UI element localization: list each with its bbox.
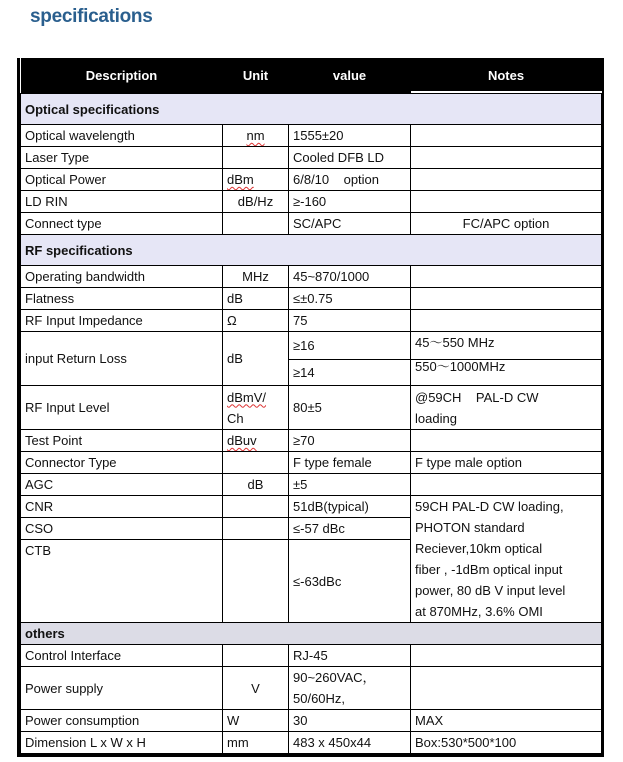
notes-cell: MAX xyxy=(411,710,602,732)
unit-text: Ch xyxy=(227,410,244,426)
unit-cell xyxy=(223,496,289,518)
desc-cell: CSO xyxy=(21,518,223,540)
value-cell: 483 x 450x44 xyxy=(289,732,411,754)
desc-cell: Laser Type xyxy=(21,147,223,169)
notes-cell: 45～550 MHz xyxy=(411,332,602,360)
notes-line: 59CH PAL-D CW loading, xyxy=(415,499,564,514)
table-row xyxy=(21,496,602,518)
value-cell: 1555±20 xyxy=(289,125,411,147)
notes-cell xyxy=(411,474,602,496)
notes-cell: Box:530*500*100 xyxy=(411,732,602,754)
section-rf xyxy=(21,235,602,266)
unit-cell: dB xyxy=(223,474,289,496)
desc-cell: Connector Type xyxy=(21,452,223,474)
desc-cell: Optical Power xyxy=(21,169,223,191)
unit-cell: V xyxy=(223,667,289,710)
value-cell: 6/8/10 option xyxy=(289,169,411,191)
section-optical xyxy=(21,94,602,125)
unit-text: dBm xyxy=(227,172,254,187)
value-cell: 45~870/1000 xyxy=(289,266,411,288)
unit-cell: dB xyxy=(223,288,289,310)
value-cell: 80±5 xyxy=(289,386,411,430)
notes-cell xyxy=(411,310,602,332)
value-cell: ≥-160 xyxy=(289,191,411,213)
table-row xyxy=(21,266,602,288)
notes-cell xyxy=(411,125,602,147)
desc-cell: Power supply xyxy=(21,667,223,710)
value-cell: 75 xyxy=(289,310,411,332)
value-cell xyxy=(289,667,411,710)
desc-cell: RF Input Impedance xyxy=(21,310,223,332)
table-row xyxy=(21,147,602,169)
unit-cell xyxy=(223,518,289,540)
desc-cell: Operating bandwidth xyxy=(21,266,223,288)
notes-cell xyxy=(411,191,602,213)
table-row xyxy=(21,452,602,474)
unit-cell xyxy=(223,147,289,169)
table-row xyxy=(21,191,602,213)
value-cell: ≥14 xyxy=(289,360,411,386)
table-row xyxy=(21,710,602,732)
unit-cell xyxy=(223,430,289,452)
notes-cell: F type male option xyxy=(411,452,602,474)
desc-cell: Flatness xyxy=(21,288,223,310)
desc-cell: AGC xyxy=(21,474,223,496)
notes-line: loading xyxy=(415,410,457,426)
value-cell: Cooled DFB LD xyxy=(289,147,411,169)
unit-cell xyxy=(223,452,289,474)
header-description: Description xyxy=(21,58,223,94)
page-title: specifications xyxy=(30,6,153,27)
desc-cell: Test Point xyxy=(21,430,223,452)
unit-cell: dB/Hz xyxy=(223,191,289,213)
notes-cell xyxy=(411,288,602,310)
unit-cell xyxy=(223,169,289,191)
distortion-notes-cell xyxy=(411,496,602,623)
header-value: value xyxy=(289,58,411,94)
notes-cell xyxy=(411,147,602,169)
notes-line: PHOTON standard xyxy=(415,520,525,535)
specifications-table xyxy=(17,58,604,757)
unit-cell xyxy=(223,540,289,623)
unit-cell: Ω xyxy=(223,310,289,332)
desc-cell: input Return Loss xyxy=(21,332,223,386)
header-notes: Notes xyxy=(411,58,602,94)
desc-cell: RF Input Level xyxy=(21,386,223,430)
value-cell: RJ-45 xyxy=(289,645,411,667)
value-cell: 30 xyxy=(289,710,411,732)
value-cell: SC/APC xyxy=(289,213,411,235)
value-cell: ≤±0.75 xyxy=(289,288,411,310)
table-row xyxy=(21,169,602,191)
table-row xyxy=(21,332,602,360)
notes-line: @59CH PAL-D CW xyxy=(415,389,539,405)
notes-line: power, 80 dB V input level xyxy=(415,583,566,598)
table-row xyxy=(21,430,602,452)
header-unit: Unit xyxy=(223,58,289,94)
notes-line: Reciever,10km optical xyxy=(415,541,543,556)
notes-cell xyxy=(411,645,602,667)
unit-cell: W xyxy=(223,710,289,732)
value-cell: ±5 xyxy=(289,474,411,496)
value-cell: ≥16 xyxy=(289,332,411,360)
section-label: others xyxy=(21,623,602,645)
table-row xyxy=(21,732,602,754)
section-others xyxy=(21,623,602,645)
desc-cell: Power consumption xyxy=(21,710,223,732)
table-row xyxy=(21,310,602,332)
desc-cell: Optical wavelength xyxy=(21,125,223,147)
value-cell: ≤-63dBc xyxy=(289,540,411,623)
table-row xyxy=(21,386,602,430)
notes-line: fiber , -1dBm optical input xyxy=(415,562,563,577)
table-row xyxy=(21,213,602,235)
unit-text: dBuv xyxy=(227,433,257,448)
notes-line: at 870MHz, 3.6% OMI xyxy=(415,604,543,619)
unit-text: dBmV/ xyxy=(227,389,267,405)
unit-cell: dB xyxy=(223,332,289,386)
unit-cell xyxy=(223,386,289,430)
desc-cell: Dimension L x W x H xyxy=(21,732,223,754)
table-header xyxy=(21,58,602,94)
notes-cell xyxy=(411,667,602,710)
value-cell: ≥70 xyxy=(289,430,411,452)
notes-cell xyxy=(411,266,602,288)
value-line: 90~260VAC， xyxy=(293,670,376,685)
table-row xyxy=(21,474,602,496)
value-cell: ≤-57 dBc xyxy=(289,518,411,540)
unit-cell: MHz xyxy=(223,266,289,288)
unit-cell xyxy=(223,213,289,235)
table-row xyxy=(21,125,602,147)
notes-cell xyxy=(411,386,602,430)
unit-cell: mm xyxy=(223,732,289,754)
table-row xyxy=(21,667,602,710)
notes-cell: 550～1000MHz xyxy=(411,360,602,386)
desc-cell: Connect type xyxy=(21,213,223,235)
value-line: 50/60Hz, xyxy=(293,691,346,706)
notes-cell xyxy=(411,430,602,452)
unit-cell xyxy=(223,645,289,667)
table-row xyxy=(21,288,602,310)
table-row xyxy=(21,645,602,667)
unit-text: nm xyxy=(246,128,265,143)
value-cell: 51dB(typical) xyxy=(289,496,411,518)
unit-cell xyxy=(223,125,289,147)
section-label: RF specifications xyxy=(21,235,602,266)
desc-cell: CTB xyxy=(21,540,223,623)
desc-cell: LD RIN xyxy=(21,191,223,213)
value-cell: F type female xyxy=(289,452,411,474)
desc-cell: CNR xyxy=(21,496,223,518)
section-label: Optical specifications xyxy=(21,94,602,125)
notes-cell xyxy=(411,169,602,191)
desc-cell: Control Interface xyxy=(21,645,223,667)
notes-cell: FC/APC option xyxy=(411,213,602,235)
